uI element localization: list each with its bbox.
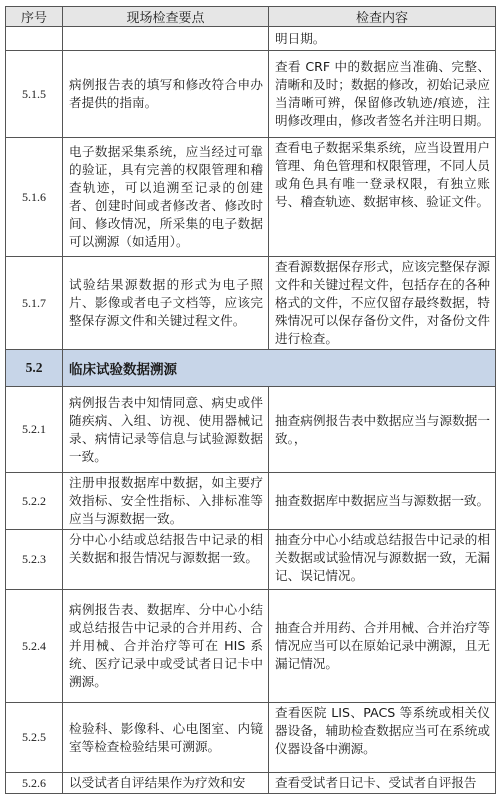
table-row (6, 530, 496, 590)
inspection-table (5, 6, 496, 794)
header-content: 检查内容 (269, 7, 496, 27)
row-content: 抽查分中心小结或总结报告中记录的相关数据或试验情况与源数据一致，无漏记、误记情况。 (269, 530, 496, 590)
table-row (6, 773, 496, 794)
table-row (6, 51, 496, 138)
row-no: 5.2.5 (6, 703, 63, 773)
table-row (6, 387, 496, 473)
row-points: 病例报告表的填写和修改符合申办者提供的指南。 (63, 51, 269, 138)
table-row (6, 703, 496, 773)
row-points: 分中心小结或总结报告中记录的相关数据和报告情况与源数据一致。 (63, 530, 269, 590)
row-no: 5.2.3 (6, 530, 63, 590)
row-no: 5.2.4 (6, 590, 63, 703)
row-no: 5.1.7 (6, 257, 63, 350)
section-no: 5.2 (6, 350, 63, 387)
header-no: 序号 (6, 7, 63, 27)
row-points: 试验结果源数据的形式为电子照片、影像或者电子文档等，应该完整保存源文件和关键过程文件。 (63, 257, 269, 350)
row-points (63, 27, 269, 51)
row-no: 5.1.6 (6, 138, 63, 257)
row-points: 病例报告表、数据库、分中心小结或总结报告中记录的合并用药、合并用械、合并治疗等可在 HIS 系统、医疗记录中或受试者日记卡中溯源。 (63, 590, 269, 703)
row-no (6, 27, 63, 51)
row-no: 5.2.2 (6, 473, 63, 530)
row-points: 以受试者自评结果作为疗效和安 (63, 773, 269, 794)
document-page (5, 6, 495, 794)
row-content: 明日期。 (269, 27, 496, 51)
row-points: 电子数据采集系统，应当经过可靠的验证，具有完善的权限管理和稽查轨迹，可以追溯至记录的创建者、创建时间或者修改者、修改时间、修改情况，所采集的电子数据可以溯源（如适用）。 (63, 138, 269, 257)
row-points: 检验科、影像科、心电图室、内镜室等检查检验结果可溯源。 (63, 703, 269, 773)
table-row (6, 473, 496, 530)
section-row (6, 350, 496, 387)
section-title: 临床试验数据溯源 (63, 350, 496, 387)
row-content: 查看 CRF 中的数据应当准确、完整、清晰和及时；数据的修改，初始记录应当清晰可辨，保留修改轨迹/痕迹，注明修改理由，修改者签名并注明日期。 (269, 51, 496, 138)
row-no: 5.2.6 (6, 773, 63, 794)
row-content: 抽查病例报告表中数据应当与源数据一致。， (269, 387, 496, 473)
row-no: 5.2.1 (6, 387, 63, 473)
row-points: 病例报告表中知情同意、病史或伴随疾病、入组、访视、使用器械记录、病情记录等信息与试验源数据一致。 (63, 387, 269, 473)
row-points: 注册申报数据库中数据，如主要疗效指标、安全性指标、入排标准等应当与源数据一致。 (63, 473, 269, 530)
row-content: 抽查合并用药、合并用械、合并治疗等情况应当可以在原始记录中溯源，且无漏记情况。 (269, 590, 496, 703)
row-content: 查看电子数据采集系统，应当设置用户管理、角色管理和权限管理，不同人员或角色具有唯一登录权限，有独立账号、稽查轨迹、数据审核、验证文件。 (269, 138, 496, 257)
header-points: 现场检查要点 (63, 7, 269, 27)
row-content: 查看源数据保存形式，应该完整保存源文件和关键过程文件，包括存在的各种格式的文件，不应仅留存最终数据，特殊情况可以保存备份文件，对备份文件进行检查。 (269, 257, 496, 350)
row-content: 抽查数据库中数据应当与源数据一致。 (269, 473, 496, 530)
table-row (6, 138, 496, 257)
row-content: 查看受试者日记卡、受试者自评报告 (269, 773, 496, 794)
table-row (6, 257, 496, 350)
row-content: 查看医院 LIS、PACS 等系统或相关仪器设备，辅助检查数据应当可在系统或仪器设备中溯源。 (269, 703, 496, 773)
table-row (6, 590, 496, 703)
table-row (6, 27, 496, 51)
row-no: 5.1.5 (6, 51, 63, 138)
table-header-row (6, 7, 496, 27)
